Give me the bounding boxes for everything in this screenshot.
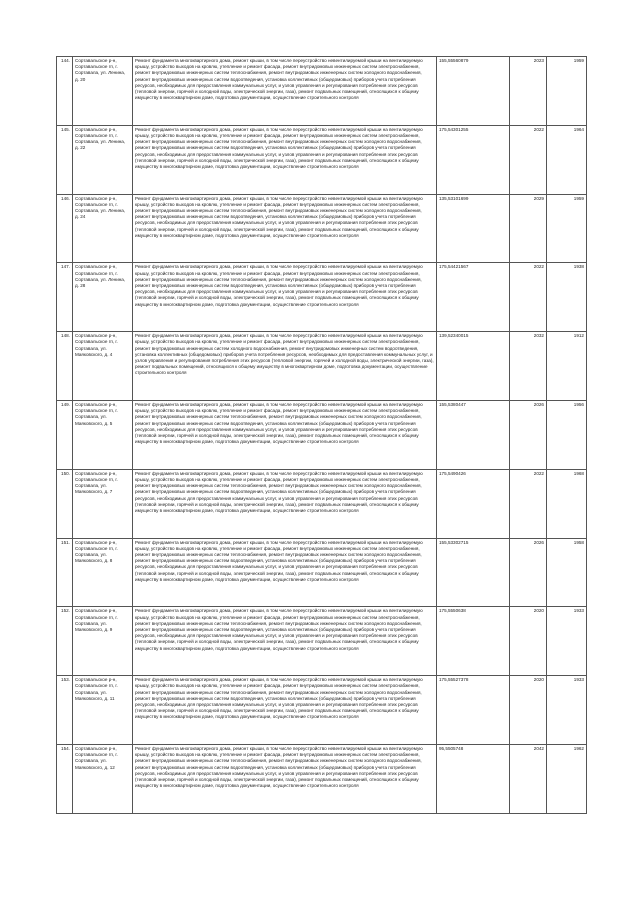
work-description-cell: Ремонт фундамента многоквартирного дома, ремонт крыши, в том числе переустройство невентилируемой крыши на вентилируемую крышу, устройство выходов на кровлю, утепление и ремонт фасада, ремонт внутридомовых инженерных систем электроснабжения, ремонт внутридомовых инженерных систем теплоснабжения, ремонт внутридомовых инженерных систем холодного водоснабжения, ремонт внутридомовых инженерных систем водоотведения, установка коллективных (общедомовых) приборов учета потребления ресурсов, необходимых для предоставления коммунальных услуг, и узлов управления и регулирования потребления этих ресурсов (тепловой энергии, горячей и холодной воды, электрической энергии, газа), ремонт подвальных помещений, относящихся к общему имуществу в многоквартирном доме, подготовка документации, осуществление строительного контроля <box>133 57 437 126</box>
address-cell: Сортавальское р-н, Сортавальское гп, г. Сортавала, ул. Маяковского, д. 7 <box>73 469 133 538</box>
address-cell: Сортавальское р-н, Сортавальское гп, г. Сортавала, ул. Маяковского, д. 5 <box>73 400 133 469</box>
planned-year-cell: 2042 <box>510 744 547 813</box>
cost-cell: 155,55560879 <box>437 57 510 126</box>
planned-year-cell: 2023 <box>510 57 547 126</box>
planned-year-cell: 2032 <box>510 332 547 401</box>
work-description-cell: Ремонт фундамента многоквартирного дома, ремонт крыши, в том числе переустройство невентилируемой крыши на вентилируемую крышу, устройство выходов на кровлю, утепление и ремонт фасада, ремонт внутридомовых инженерных систем электроснабжения, ремонт внутридомовых инженерных систем холодного водоснабжения, ремонт внутридомовых инженерных систем водоотведения, установка коллективных (общедомовых) приборов учета потребления ресурсов, необходимых для предоставления коммунальных услуг, и узлов управления и регулирования потребления этих ресурсов (тепловой энергии, горячей и холодной воды, электрической энергии, газа), ремонт подвальных помещений, относящихся к общему имуществу в многоквартирном доме, подготовка документации, осуществление строительного контроля <box>133 332 437 401</box>
cost-cell: 175,54301255 <box>437 125 510 194</box>
work-description-cell: Ремонт фундамента многоквартирного дома, ремонт крыши, в том числе переустройство невентилируемой крыши на вентилируемую крышу, устройство выходов на кровлю, утепление и ремонт фасада, ремонт внутридомовых инженерных систем электроснабжения, ремонт внутридомовых инженерных систем теплоснабжения, ремонт внутридомовых инженерных систем холодного водоснабжения, ремонт внутридомовых инженерных систем водоотведения, установка коллективных (общедомовых) приборов учета потребления ресурсов, необходимых для предоставления коммунальных услуг, и узлов управления и регулирования потребления этих ресурсов (тепловой энергии, горячей и холодной воды, электрической энергии, газа), ремонт подвальных помещений, относящихся к общему имуществу в многоквартирном доме, подготовка документации, осуществление строительного контроля <box>133 469 437 538</box>
row-number: 146. <box>57 194 73 263</box>
work-description-cell: Ремонт фундамента многоквартирного дома, ремонт крыши, в том числе переустройство невентилируемой крыши на вентилируемую крышу, устройство выходов на кровлю, утепление и ремонт фасада, ремонт внутридомовых инженерных систем электроснабжения, ремонт внутридомовых инженерных систем теплоснабжения, ремонт внутридомовых инженерных систем холодного водоснабжения, ремонт внутридомовых инженерных систем водоотведения, установка коллективных (общедомовых) приборов учета потребления ресурсов, необходимых для предоставления коммунальных услуг, и узлов управления и регулирования потребления этих ресурсов (тепловой энергии, горячей и холодной воды, электрической энергии, газа), ремонт подвальных помещений, относящихся к общему имуществу в многоквартирном доме, подготовка документации, осуществление строительного контроля <box>133 125 437 194</box>
build-year-cell: 1958 <box>547 538 587 607</box>
table-body <box>57 57 587 814</box>
row-number: 151. <box>57 538 73 607</box>
planned-year-cell: 2020 <box>510 607 547 676</box>
address-cell: Сортавальское р-н, Сортавальское гп, г. Сортавала, ул. Ленина, д. 24 <box>73 194 133 263</box>
work-description-cell: Ремонт фундамента многоквартирного дома, ремонт крыши, в том числе переустройство невентилируемой крыши на вентилируемую крышу, устройство выходов на кровлю, утепление и ремонт фасада, ремонт внутридомовых инженерных систем электроснабжения, ремонт внутридомовых инженерных систем теплоснабжения, ремонт внутридомовых инженерных систем холодного водоснабжения, ремонт внутридомовых инженерных систем водоотведения, установка коллективных (общедомовых) приборов учета потребления ресурсов, необходимых для предоставления коммунальных услуг, и узлов управления и регулирования потребления этих ресурсов (тепловой энергии, горячей и холодной воды, электрической энергии, газа), ремонт подвальных помещений, относящихся к общему имуществу в многоквартирном доме, подготовка документации, осуществление строительного контроля <box>133 676 437 745</box>
address-cell: Сортавальское р-н, Сортавальское гп, г. Сортавала, ул. Ленина, д. 20 <box>73 57 133 126</box>
table-row <box>57 57 587 126</box>
build-year-cell: 1956 <box>547 400 587 469</box>
planned-year-cell: 2026 <box>510 400 547 469</box>
table-row <box>57 125 587 194</box>
build-year-cell: 1933 <box>547 676 587 745</box>
cost-cell: 155,5380447 <box>437 400 510 469</box>
row-number: 154. <box>57 744 73 813</box>
cost-cell: 139,52340015 <box>437 332 510 401</box>
table-row <box>57 538 587 607</box>
address-cell: Сортавальское р-н, Сортавальское гп, г. Сортавала, ул. Маяковского, д. 12 <box>73 744 133 813</box>
row-number: 147. <box>57 263 73 332</box>
address-cell: Сортавальское р-н, Сортавальское гп, г. Сортавала, ул. Ленина, д. 28 <box>73 263 133 332</box>
cost-cell: 175,5550638 <box>437 607 510 676</box>
work-description-cell: Ремонт фундамента многоквартирного дома, ремонт крыши, в том числе переустройство невентилируемой крыши на вентилируемую крышу, устройство выходов на кровлю, утепление и ремонт фасада, ремонт внутридомовых инженерных систем электроснабжения, ремонт внутридомовых инженерных систем теплоснабжения, ремонт внутридомовых инженерных систем холодного водоснабжения, ремонт внутридомовых инженерных систем водоотведения, установка коллективных (общедомовых) приборов учета потребления ресурсов, необходимых для предоставления коммунальных услуг, и узлов управления и регулирования потребления этих ресурсов (тепловой энергии, горячей и холодной воды, электрической энергии, газа), ремонт подвальных помещений, относящихся к общему имуществу в многоквартирном доме, подготовка документации, осуществление строительного контроля <box>133 400 437 469</box>
work-description-cell: Ремонт фундамента многоквартирного дома, ремонт крыши, в том числе переустройство невентилируемой крыши на вентилируемую крышу, устройство выходов на кровлю, утепление и ремонт фасада, ремонт внутридомовых инженерных систем электроснабжения, ремонт внутридомовых инженерных систем теплоснабжения, ремонт внутридомовых инженерных систем холодного водоснабжения, ремонт внутридомовых инженерных систем водоотведения, установка коллективных (общедомовых) приборов учета потребления ресурсов, необходимых для предоставления коммунальных услуг, и узлов управления и регулирования потребления этих ресурсов (тепловой энергии, горячей и холодной воды, электрической энергии, газа), ремонт подвальных помещений, относящихся к общему имуществу в многоквартирном доме, подготовка документации, осуществление строительного контроля <box>133 263 437 332</box>
table-row <box>57 676 587 745</box>
address-cell: Сортавальское р-н, Сортавальское гп, г. Сортавала, ул. Ленина, д. 22 <box>73 125 133 194</box>
build-year-cell: 1962 <box>547 744 587 813</box>
build-year-cell: 1938 <box>547 263 587 332</box>
table-row <box>57 400 587 469</box>
planned-year-cell: 2026 <box>510 538 547 607</box>
build-year-cell: 1959 <box>547 194 587 263</box>
build-year-cell: 1912 <box>547 332 587 401</box>
table-row <box>57 263 587 332</box>
cost-cell: 155,53302715 <box>437 538 510 607</box>
cost-cell: 95,5505748 <box>437 744 510 813</box>
planned-year-cell: 2022 <box>510 469 547 538</box>
work-description-cell: Ремонт фундамента многоквартирного дома, ремонт крыши, в том числе переустройство невентилируемой крыши на вентилируемую крышу, устройство выходов на кровлю, утепление и ремонт фасада, ремонт внутридомовых инженерных систем электроснабжения, ремонт внутридомовых инженерных систем теплоснабжения, ремонт внутридомовых инженерных систем холодного водоснабжения, ремонт внутридомовых инженерных систем водоотведения, установка коллективных (общедомовых) приборов учета потребления ресурсов, необходимых для предоставления коммунальных услуг, и узлов управления и регулирования потребления этих ресурсов (тепловой энергии, горячей и холодной воды, электрической энергии, газа), ремонт подвальных помещений, относящихся к общему имуществу в многоквартирном доме, подготовка документации, осуществление строительного контроля <box>133 538 437 607</box>
build-year-cell: 1968 <box>547 469 587 538</box>
planned-year-cell: 2020 <box>510 676 547 745</box>
build-year-cell: 1959 <box>547 57 587 126</box>
build-year-cell: 1933 <box>547 607 587 676</box>
row-number: 145. <box>57 125 73 194</box>
planned-year-cell: 2022 <box>510 263 547 332</box>
row-number: 152. <box>57 607 73 676</box>
work-description-cell: Ремонт фундамента многоквартирного дома, ремонт крыши, в том числе переустройство невентилируемой крыши на вентилируемую крышу, устройство выходов на кровлю, утепление и ремонт фасада, ремонт внутридомовых инженерных систем электроснабжения, ремонт внутридомовых инженерных систем теплоснабжения, ремонт внутридомовых инженерных систем холодного водоснабжения, ремонт внутридомовых инженерных систем водоотведения, установка коллективных (общедомовых) приборов учета потребления ресурсов, необходимых для предоставления коммунальных услуг, и узлов управления и регулирования потребления этих ресурсов (тепловой энергии, горячей и холодной воды, электрической энергии, газа), ремонт подвальных помещений, относящихся к общему имуществу в многоквартирном доме, подготовка документации, осуществление строительного контроля <box>133 744 437 813</box>
address-cell: Сортавальское р-н, Сортавальское гп, г. Сортавала, ул. Маяковского, д. 8 <box>73 538 133 607</box>
table-row <box>57 332 587 401</box>
table-row <box>57 194 587 263</box>
cost-cell: 175,54421567 <box>437 263 510 332</box>
work-description-cell: Ремонт фундамента многоквартирного дома, ремонт крыши, в том числе переустройство невентилируемой крыши на вентилируемую крышу, устройство выходов на кровлю, утепление и ремонт фасада, ремонт внутридомовых инженерных систем электроснабжения, ремонт внутридомовых инженерных систем теплоснабжения, ремонт внутридомовых инженерных систем холодного водоснабжения, ремонт внутридомовых инженерных систем водоотведения, установка коллективных (общедомовых) приборов учета потребления ресурсов, необходимых для предоставления коммунальных услуг, и узлов управления и регулирования потребления этих ресурсов (тепловой энергии, горячей и холодной воды, электрической энергии, газа), ремонт подвальных помещений, относящихся к общему имуществу в многоквартирном доме, подготовка документации, осуществление строительного контроля <box>133 194 437 263</box>
cost-cell: 175,5490426 <box>437 469 510 538</box>
row-number: 144. <box>57 57 73 126</box>
table-row <box>57 469 587 538</box>
planned-year-cell: 2022 <box>510 125 547 194</box>
table-row <box>57 744 587 813</box>
cost-cell: 135,53101699 <box>437 194 510 263</box>
capital-repair-table <box>56 56 587 814</box>
address-cell: Сортавальское р-н, Сортавальское гп, г. Сортавала, ул. Маяковского, д. 4 <box>73 332 133 401</box>
row-number: 150. <box>57 469 73 538</box>
planned-year-cell: 2029 <box>510 194 547 263</box>
row-number: 149. <box>57 400 73 469</box>
table-row <box>57 607 587 676</box>
address-cell: Сортавальское р-н, Сортавальское гп, г. Сортавала, ул. Маяковского, д. 11 <box>73 676 133 745</box>
cost-cell: 175,55527378 <box>437 676 510 745</box>
row-number: 153. <box>57 676 73 745</box>
row-number: 148. <box>57 332 73 401</box>
work-description-cell: Ремонт фундамента многоквартирного дома, ремонт крыши, в том числе переустройство невентилируемой крыши на вентилируемую крышу, устройство выходов на кровлю, утепление и ремонт фасада, ремонт внутридомовых инженерных систем электроснабжения, ремонт внутридомовых инженерных систем теплоснабжения, ремонт внутридомовых инженерных систем холодного водоснабжения, ремонт внутридомовых инженерных систем водоотведения, установка коллективных (общедомовых) приборов учета потребления ресурсов, необходимых для предоставления коммунальных услуг, и узлов управления и регулирования потребления этих ресурсов (тепловой энергии, горячей и холодной воды, электрической энергии, газа), ремонт подвальных помещений, относящихся к общему имуществу в многоквартирном доме, подготовка документации, осуществление строительного контроля <box>133 607 437 676</box>
address-cell: Сортавальское р-н, Сортавальское гп, г. Сортавала, ул. Маяковского, д. 9 <box>73 607 133 676</box>
build-year-cell: 1964 <box>547 125 587 194</box>
